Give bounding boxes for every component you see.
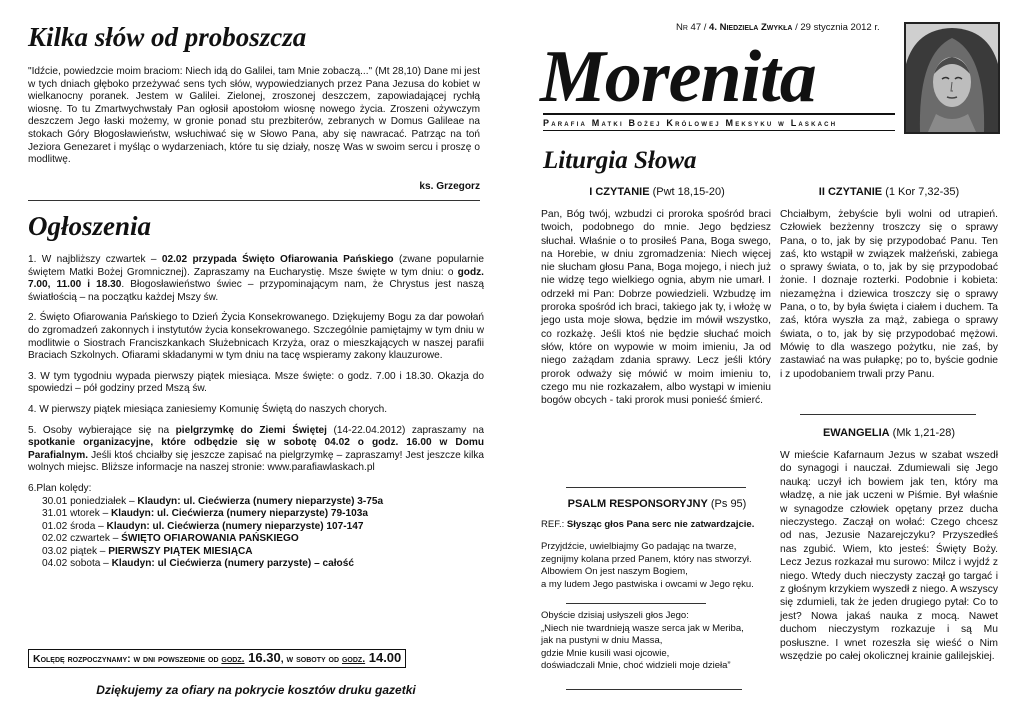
psalm-line: Obyście dzisiaj usłyszeli głos Jego: xyxy=(541,610,689,621)
schedule-date: 01.02 środa – xyxy=(42,520,107,532)
reading1-text: Pan, Bóg twój, wzbudzi ci proroka spośród braci twoich, podobnego do mnie. Jego będziesz słuchał. Właśnie o to prosiłeś Pana, Boga swego, na Horebie, w dniu zgromadzenia: Niech więcej nie słucham głosu Pana, Boga mojego, i niech już nie widzę tego wielkiego ognia, abym nie umarł. I odrzekł mi Pan: Dobrze powiedzieli. Wzbudzę im proroka spośród ich braci, takiego jak ty, i włożę w jego usta moje słowa, będzie im mówił wszystko, co rozkażę. Jeśli ktoś nie będzie słuchać moich słów, które on wypowie w moim imieniu, Ja od niego zażądam zdania sprawy. Lecz jeśli który prorok odważy się mówić w moim imieniu to, czego mu nie rozkazałem, albo wystąpi w imieniu bogów obcych - taki prorok musi ponieść śmierć. xyxy=(541,209,771,407)
psalm-line: doświadczali Mnie, choć widzieli moje dzieła” xyxy=(541,660,731,672)
psalm-heading xyxy=(543,498,771,511)
schedule-row xyxy=(28,533,484,546)
psalm-line: Albowiem On jest naszym Bogiem, xyxy=(541,566,688,578)
refrain-text: Słysząc głos Pana serc nie zatwardzajcie. xyxy=(566,519,755,530)
psalm-verse-2 xyxy=(541,610,773,673)
divider xyxy=(28,200,480,201)
psalm-line: a my ludem Jego pastwiska i owcami w Jego ręku. xyxy=(541,578,754,590)
gospel-text: W mieście Kafarnaum Jezus w szabat wszedł do synagogi i nauczał. Zdumiewali się Jego nauką: uczył ich bowiem jak ten, który ma władzę, a nie jak uczeni w Piśmie. Był właśnie w synagodze człowiek opętany przez ducha nieczystego. Zaczął on wołać: Czego chcesz od nas, Jezusie Nazarejczyku? Przyszedłeś nas zgubić. Wiem, kto jesteś: Święty Boży. Lecz Jezus rozkazał mu surowo: Milcz i wyjdź z niego. Wtedy duch nieczysty zaczął go targać i z głośnym krzykiem wyszedł z niego. A wszyscy się zdumieli, tak że jeden drugiego pytał: Co to jest? Nowa jakaś nauka z mocą. Nawet duchom nieczystym rozkazuje i są Mu posłuszne. I wnet rozeszła się wieść o Nim wszędzie po całej okolicznej krainie galilejskiej. xyxy=(780,450,999,663)
psalm-line: jak na pustyni w dniu Massa, xyxy=(541,635,663,647)
announcement-4: 4. W pierwszy piątek miesiąca zaniesiemy Komunię Świętą do naszych chorych. xyxy=(28,403,388,415)
psalm-label: PSALM RESPONSORYJNY xyxy=(567,498,708,510)
greeting-signature: ks. Grzegorz xyxy=(419,181,480,192)
schedule-date: 02.02 czwartek – xyxy=(42,533,122,545)
schedule-detail: PIERWSZY PIĄTEK MIESIĄCA xyxy=(108,545,253,557)
schedule-row xyxy=(28,546,484,559)
ann5-meeting: spotkanie organizacyjne, które odbędzie się w sobotę 04.02 o godz. 16.00 w Domu Parafialnym. xyxy=(28,437,484,461)
announcements-title: Ogłoszenia xyxy=(28,211,152,241)
madonna-portrait-drawing xyxy=(906,24,998,132)
psalm-line: zegnijmy kolana przed Panem, który nas stworzył. xyxy=(541,553,752,565)
kolede-intro: Kolędę rozpoczynamy: xyxy=(33,653,134,665)
greeting-body: "Idźcie, powiedzcie moim braciom: Niech idą do Galilei, tam Mnie zobaczą..." (Mt 28,10) Dane mi jest w tych dniach głęboko przeżywać sens tych słów, wypowiedzianych przez Pana Jezusa do kobiet w wielkanocny poranek. Jestem w Galilei. Zielonej, zroszonej deszczem, zapowiadającej rychłą wiosnę. To tu Zmartwychwstały Pan ogłosił apostołom wiosnę nowego życia. Zroszeni ożywczym deszczem Jego łaski możemy, w gronie ponad stu prezbiterów, zebranych w Domus Galileae na stokach Góry Błogosławieństw, wsłuchiwać się w Słowo Pana, aby się nawracać. Patrząc na toń Jeziora Genezaret i myśląc o wydarzeniach, które tu się działy, noszę Was w swoim sercu i proszę o modlitwę. xyxy=(28,66,480,166)
issue-number: 47 / xyxy=(687,22,710,33)
masthead-rule xyxy=(543,113,895,115)
reading2-ref: (1 Kor 7,32-35) xyxy=(882,186,960,198)
liturgy-title: Liturgia Słowa xyxy=(543,147,697,174)
kolede-weekdays: w dni powszednie od xyxy=(133,653,222,665)
kolede-godz: godz. xyxy=(341,653,366,665)
kolede-box xyxy=(28,649,406,668)
divider xyxy=(566,689,742,690)
ann1-text: 1. W najbliższy czwartek – xyxy=(28,254,162,265)
issue-prefix: Nr xyxy=(676,22,688,33)
schedule-detail: Klaudyn: ul Ciećwierza (numery parzyste) – całość xyxy=(111,558,354,570)
ann5-pilgrimage: pielgrzymkę do Ziemi Świętej xyxy=(175,424,327,436)
psalm-refrain xyxy=(541,519,771,532)
thanks-note: Dziękujemy za ofiary na pokrycie kosztów druku gazetki xyxy=(96,683,416,697)
announcements-list xyxy=(28,254,484,571)
announcement-3: 3. W tym tygodniu wypada pierwszy piątek miesiąca. Msze święte: o godz. 7.00 i 18.30. Okazja do spowiedzi – pół godziny przed Mszą św. xyxy=(28,370,484,395)
schedule-row xyxy=(28,521,484,534)
schedule-detail: ŚWIĘTO OFIAROWANIA PAŃSKIEGO xyxy=(121,533,299,545)
parish-name: Parafia Matki Bożej Królowej Meksyku w Laskach xyxy=(543,118,838,128)
masthead-rule-bottom xyxy=(543,130,895,131)
refrain-label: REF.: xyxy=(541,519,567,530)
reading2-heading xyxy=(780,186,998,199)
schedule-detail: Klaudyn: ul. Ciećwierza (numery nieparzyste) 107-147 xyxy=(106,520,364,532)
ann1-times: godz. 7.00, 11.00 i 18.30 xyxy=(28,266,484,291)
ann5-text-end: Jeśli ktoś chciałby się jeszcze zapisać na pielgrzymkę – zapraszamy! Jest jeszcze kilka wolnych miejsc. Bliższe informacje na naszej stronie: www.parafiawlaskach.pl xyxy=(28,449,484,474)
divider xyxy=(566,487,746,488)
schedule-date: 03.02 piątek – xyxy=(42,545,109,557)
greeting-title: Kilka słów od proboszcza xyxy=(28,22,307,52)
schedule-list xyxy=(28,496,484,572)
kolede-time: 14.00 xyxy=(365,650,402,665)
schedule-row xyxy=(28,558,484,571)
announcement-1 xyxy=(28,254,484,304)
schedule-date: 30.01 poniedziałek – xyxy=(42,495,138,507)
psalm-verse-1 xyxy=(541,541,773,591)
gospel-heading xyxy=(780,427,998,440)
issue-sunday: 4. Niedziela Zwykła xyxy=(709,22,793,33)
masthead-title: Morenita xyxy=(540,36,816,118)
reading2-label: II CZYTANIE xyxy=(818,186,883,198)
psalm-ref: (Ps 95) xyxy=(707,498,747,510)
ann1-text-end: . Błogosławieństwo świec – przypominającym nam, że Chrystus jest naszą światłością – na początku każdej Mszy św. xyxy=(28,279,484,303)
announcement-2: 2. Święto Ofiarowania Pańskiego to Dzień Życia Konsekrowanego. Dziękujemy Bogu za dar powołań do zgromadzeń zakonnych i instytutów życia konsekrowanego. Szczególnie pamiętajmy w tym dniu w modlitwie o Siostrach Franciszkankach Służebnicach Krzyża, oraz o mieszkających w naszej parafii Braciach Szkolnych. Ofiarami składanymi w tym dniu na tacę wspieramy zakony klauzurowe. xyxy=(28,312,484,362)
ann1-text-mid: (zwane popularnie świętem Matki Bożej Gromnicznej). Zapraszamy na Eucharystię. Msze święte w tym dniu: o xyxy=(28,254,484,278)
ann5-text: 5. Osoby wybierające się na xyxy=(28,424,176,436)
psalm-line: Przyjdźcie, uwielbiajmy Go padając na twarze, xyxy=(541,541,737,552)
schedule-date: 04.02 sobota – xyxy=(42,558,112,570)
divider xyxy=(800,414,976,415)
reading1-heading xyxy=(543,186,771,199)
schedule-date: 31.01 wtorek – xyxy=(42,508,112,520)
ann1-bold: 02.02 przypada Święto Ofiarowania Pańskiego xyxy=(161,254,394,265)
psalm-line: „Niech nie twardnieją wasze serca jak w Meriba, xyxy=(541,622,744,634)
kolede-saturdays: , w soboty od xyxy=(280,653,342,665)
psalm-line: gdzie Mnie kusili wasi ojcowie, xyxy=(541,647,670,659)
kolede-godz: godz. xyxy=(221,653,245,665)
reading1-ref: (Pwt 18,15-20) xyxy=(649,186,725,198)
schedule-row xyxy=(28,496,484,509)
issue-date: / 29 stycznia 2012 r. xyxy=(792,22,880,33)
madonna-portrait-image xyxy=(904,22,1000,134)
gospel-label: EWANGELIA xyxy=(822,427,890,439)
divider xyxy=(566,603,706,604)
kolede-time: 16.30 xyxy=(244,650,281,665)
reading1-label: I CZYTANIE xyxy=(589,186,650,198)
reading2-text: Chciałbym, żebyście byli wolni od utrapień. Człowiek bezżenny troszczy się o sprawy Pana, o to, jak by się przypodobać Panu. Ten zaś, kto wstąpił w związek małżeński, zabiega o sprawy świata, o to, jak by się przypodobać żonie. I doznaje rozterki. Podobnie i kobieta: niezamężna i dziewica troszczy się o sprawy Pana, o to, by była święta i ciałem i duchem. Ta zaś, która wyszła za mąż, zabiega o sprawy świata, o to, jak by się przypodobać mężowi. Mówię to dla waszego pożytku, nie zaś, by zastawiać na was pułapkę; po to, byście godnie i z upodobaniem trwali przy Panu. xyxy=(780,209,998,380)
schedule-detail: Klaudyn: ul. Ciećwierza (numery nieparzyste) 3-75a xyxy=(137,495,384,507)
plan-title: 6.Plan kolędy: xyxy=(28,482,92,494)
announcement-5 xyxy=(28,425,484,475)
gospel-ref: (Mk 1,21-28) xyxy=(889,427,956,439)
ann5-text-mid: (14-22.04.2012) zapraszamy na xyxy=(326,424,485,436)
issue-line xyxy=(676,22,880,35)
schedule-detail: Klaudyn: ul. Ciećwierza (numery nieparzyste) 79-103a xyxy=(111,508,368,520)
schedule-row xyxy=(28,508,484,521)
